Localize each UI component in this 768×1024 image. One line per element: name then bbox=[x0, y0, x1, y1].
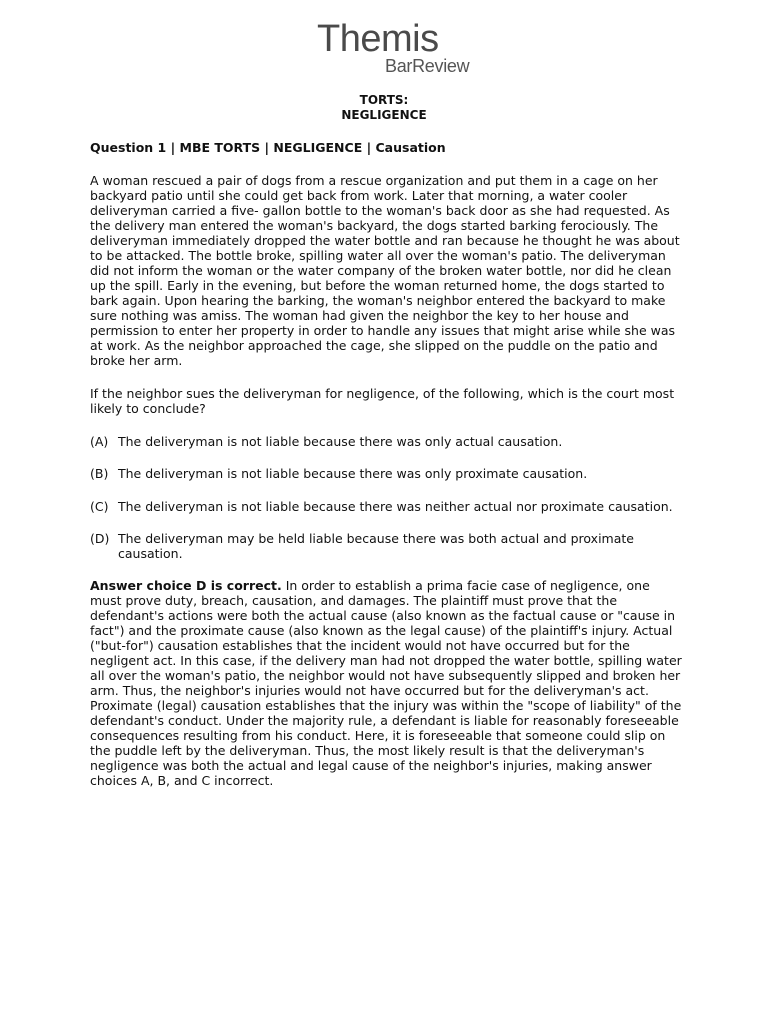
choice-text: The deliveryman may be held liable because there was both actual and proximate causation. bbox=[118, 531, 634, 561]
logo-sub-text: BarReview bbox=[385, 56, 470, 76]
choice-label: (B) bbox=[90, 466, 109, 481]
logo-main-text: Themis bbox=[317, 18, 439, 60]
choice-text: The deliveryman is not liable because there was only actual causation. bbox=[118, 434, 563, 449]
themis-logo bbox=[300, 18, 470, 78]
answer-explanation bbox=[90, 578, 682, 788]
choice-text: The deliveryman is not liable because there was only proximate causation. bbox=[118, 466, 588, 481]
choice-label: (C) bbox=[90, 499, 109, 514]
answer-lead: Answer choice D is correct. bbox=[90, 578, 282, 593]
choice-text: The deliveryman is not liable because there was neither actual nor proximate causation. bbox=[118, 499, 673, 514]
choice-label: (D) bbox=[90, 531, 110, 546]
choice-label: (A) bbox=[90, 434, 109, 449]
topic-heading: NEGLIGENCE bbox=[341, 108, 427, 122]
fact-pattern: A woman rescued a pair of dogs from a rescue organization and put them in a cage on her backyard patio until she could get back from work. Later that morning, a water cooler deliveryman carried a five- gallon bottle to the woman's back door as she had requested. As the delivery man entered the woman's backyard, the dogs started barking ferociously. The deliveryman immediately dropped the water bottle and ran because he thought he was about to be attacked. The bottle broke, spilling water all over the woman's patio. The deliveryman did not inform the woman or the water company of the broken water bottle, nor did he clean up the spill. Early in the evening, but before the woman returned home, the dogs started to bark again. Upon hearing the barking, the woman's neighbor entered the backyard to make sure nothing was amiss. The woman had given the neighbor the key to her house and permission to enter her property in order to handle any issues that might arise while she was at work. As the neighbor approached the cage, she slipped on the puddle on the patio and broke her arm. bbox=[90, 173, 680, 368]
question-prompt: If the neighbor sues the deliveryman for negligence, of the following, which is the court most likely to conclude? bbox=[90, 386, 675, 416]
question-title: Question 1 | MBE TORTS | NEGLIGENCE | Causation bbox=[90, 140, 446, 155]
answer-explanation-text: In order to establish a prima facie case of negligence, one must prove duty, breach, causation, and damages. The plaintiff must prove that the defendant's actions were both the actual cause (also known as the factual cause or "cause in fact") and the proximate cause (also known as the legal cause) of the plaintiff's injury. Actual ("but-for") causation establishes that the incident would not have occurred but for the negligent act. In this case, if the delivery man had not dropped the water bottle, spilling water all over the woman's patio, the neighbor would not have subsequently slipped and broken her arm. Thus, the neighbor's injuries would not have occurred but for the deliveryman's act. Proximate (legal) causation establishes that the injury was within the "scope of liability" of the defendant's conduct. Under the majority rule, a defendant is liable for reasonably foreseeable consequences resulting from his conduct. Here, it is foreseeable that someone could slip on the puddle left by the deliveryman. Thus, the most likely result is that the deliveryman's negligence was both the actual and legal cause of the neighbor's injuries, making answer choices A, B, and C incorrect. bbox=[90, 578, 682, 788]
subject-heading: TORTS: bbox=[359, 93, 409, 107]
